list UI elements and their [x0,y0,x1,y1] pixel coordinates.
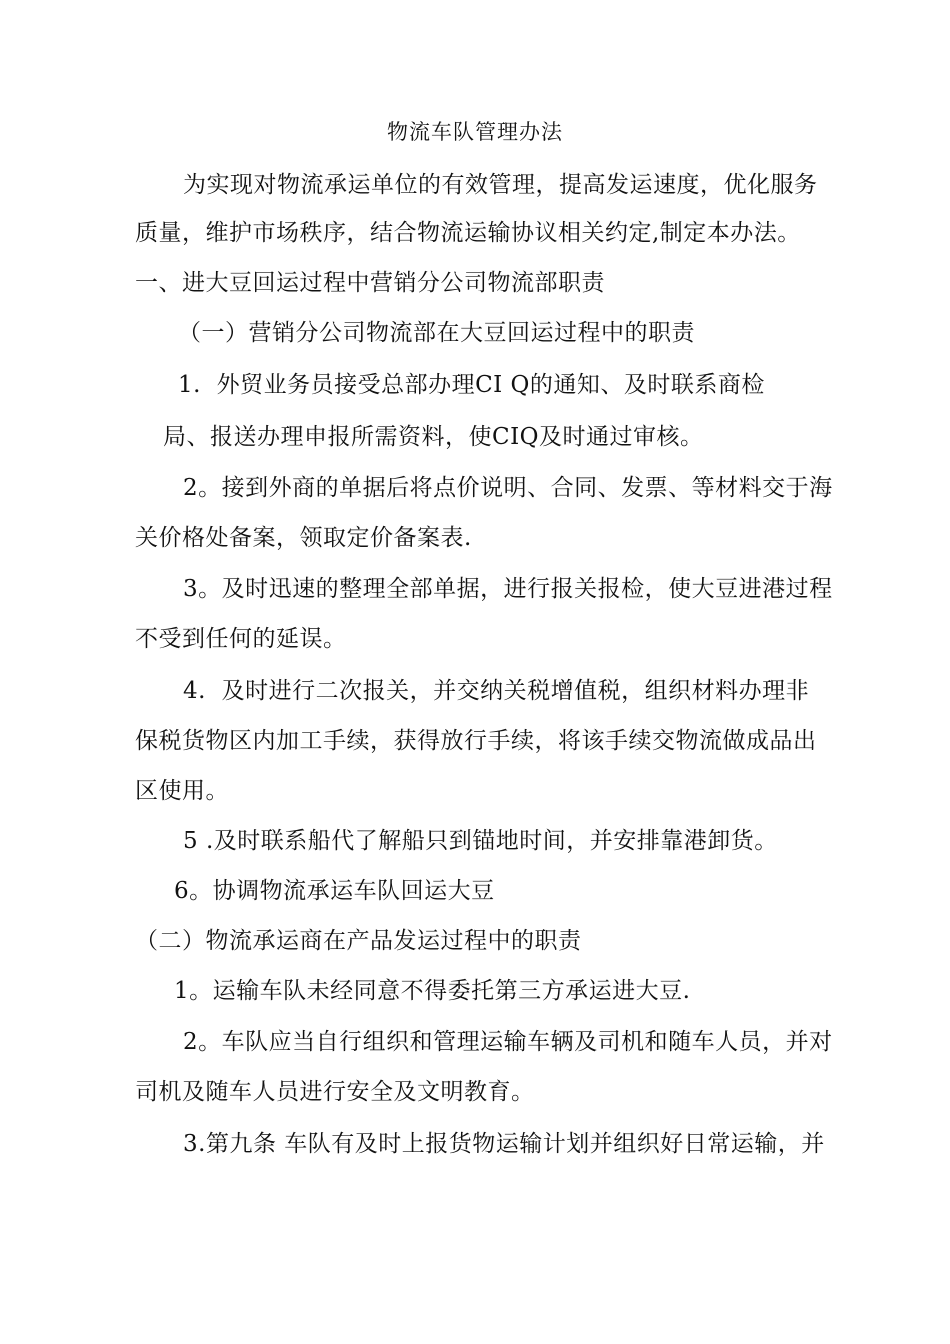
list-item: 2。接到外商的单据后将点价说明、合同、发票、等材料交于海 [183,475,833,501]
list-item-continuation: 关价格处备案，领取定价备案表. [135,525,472,551]
subsection-heading: （二）物流承运商在产品发运过程中的职责 [135,928,582,954]
paragraph-line: 质量，维护市场秩序，结合物流运输协议相关约定,制定本办法。 [135,220,801,246]
list-item-continuation: 保税货物区内加工手续，获得放行手续，将该手续交物流做成品出 [135,728,817,754]
list-item: 1. 外贸业务员接受总部办理CI Q的通知、及时联系商检 [178,372,765,398]
list-item: 1。运输车队未经同意不得委托第三方承运进大豆. [174,978,691,1004]
list-item: 2。车队应当自行组织和管理运输车辆及司机和随车人员，并对 [183,1029,833,1055]
list-item: 6。协调物流承运车队回运大豆 [174,878,495,904]
list-item: 3。及时迅速的整理全部单据，进行报关报检，使大豆进港过程 [183,576,833,602]
list-item: 5 .及时联系船代了解船只到锚地时间，并安排靠港卸货。 [183,828,778,854]
list-item-continuation: 区使用。 [135,778,229,804]
subsection-heading: （一）营销分公司物流部在大豆回运过程中的职责 [178,320,695,346]
paragraph-line: 为实现对物流承运单位的有效管理，提高发运速度，优化服务 [183,172,818,198]
list-item-continuation: 局、报送办理申报所需资料，使CIQ及时通过审核。 [163,424,704,450]
list-item-continuation: 司机及随车人员进行安全及文明教育。 [135,1079,535,1105]
document-title: 物流车队管理办法 [387,120,563,144]
list-item-continuation: 不受到任何的延误。 [135,626,347,652]
list-item: 3.第九条 车队有及时上报货物运输计划并组织好日常运输，并 [183,1131,825,1157]
section-heading: 一、进大豆回运过程中营销分公司物流部职责 [135,270,605,296]
list-item: 4. 及时进行二次报关，并交纳关税增值税，组织材料办理非 [183,678,810,704]
